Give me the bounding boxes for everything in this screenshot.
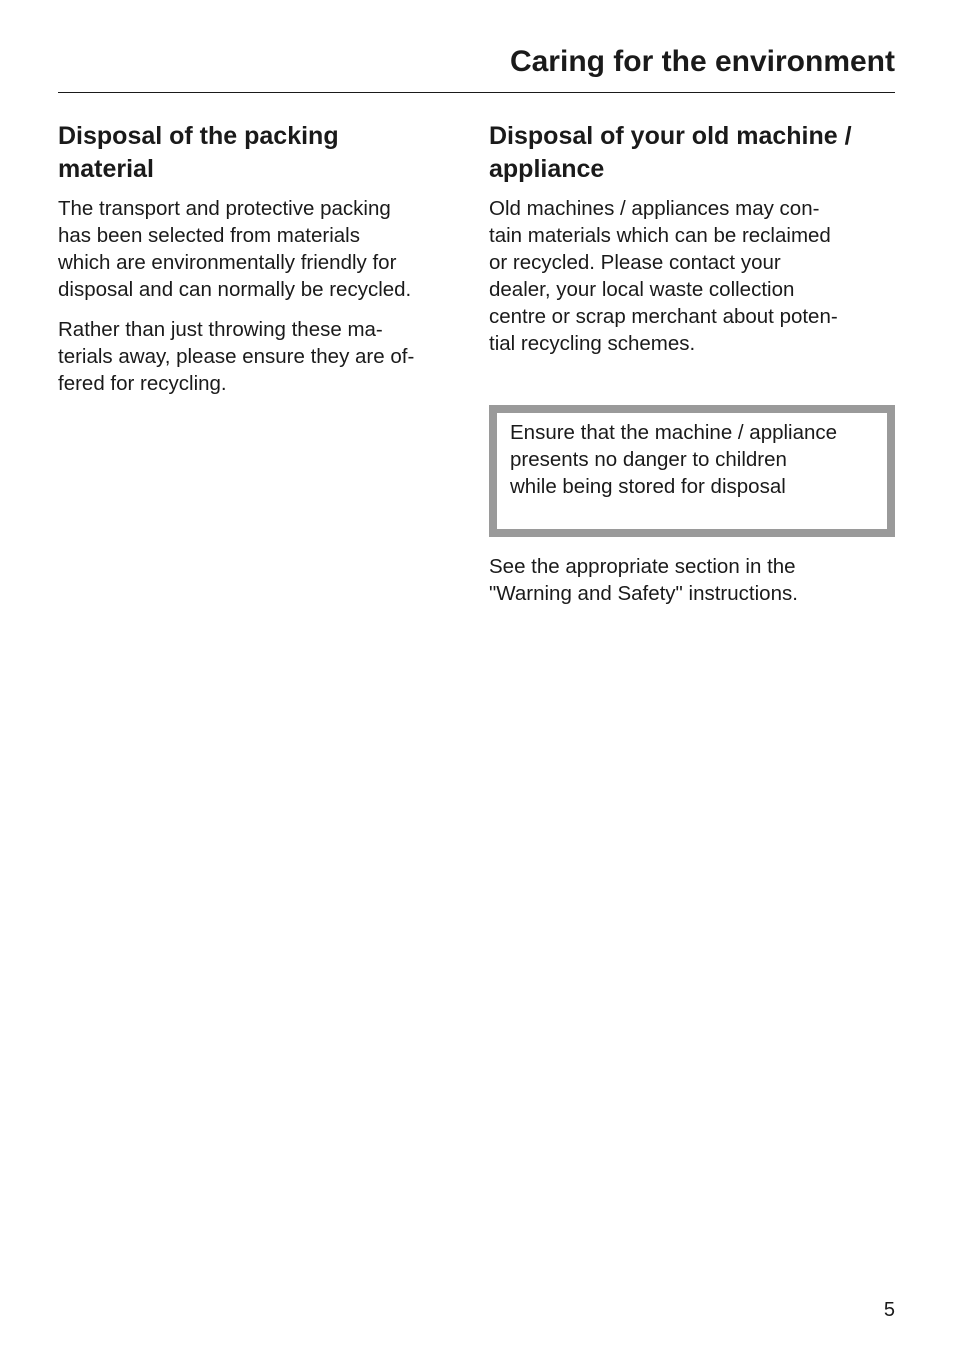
- warning-box: [489, 405, 895, 537]
- page-title: Caring for the environment: [509, 45, 895, 78]
- old-appliance-disposal-heading: Disposal of your old machine / appliance: [489, 122, 852, 183]
- packing-paragraph-1: The transport and protective packing has been selected from materials which are environmentally friendly for disposal and can normally be recycled.: [58, 197, 412, 301]
- title-divider: [58, 92, 895, 93]
- packing-paragraph-2: Rather than just throwing these ma- terials away, please ensure they are of- fered for recycling.: [58, 318, 415, 395]
- warning-text: Ensure that the machine / appliance presents no danger to children while being stored for disposal: [510, 421, 838, 498]
- safety-reference-paragraph: See the appropriate section in the "Warning and Safety" instructions.: [489, 555, 798, 605]
- page-number: 5: [883, 1299, 895, 1321]
- packing-disposal-heading: Disposal of the packing material: [58, 122, 339, 183]
- right-column: [489, 120, 895, 620]
- left-column: [58, 120, 462, 410]
- old-appliance-paragraph: Old machines / appliances may con- tain materials which can be reclaimed or recycled. Please contact your dealer, your local waste collection centre or scrap merchant about poten- tial recycling schemes.: [489, 197, 838, 355]
